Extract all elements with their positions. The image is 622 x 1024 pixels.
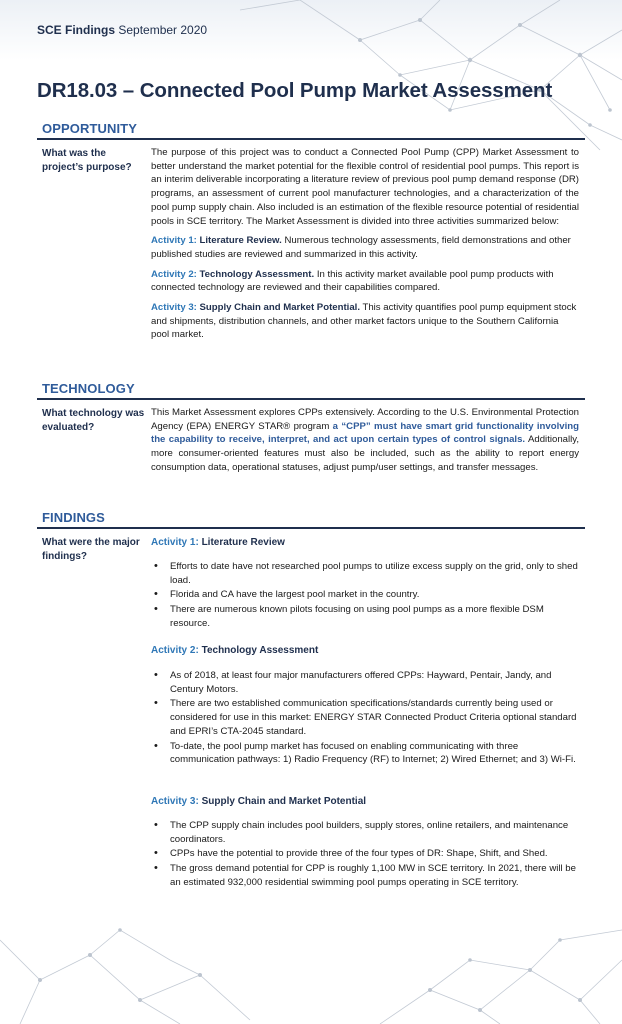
activity-name: Supply Chain and Market Potential. [199,302,360,314]
opportunity-question: What was the project’s purpose? [42,148,132,174]
activity-text: Numerous technology assessments, field demonstrations and other published studies are reviewed and summarized in this activity. [151,235,571,260]
list-item: • Florida and CA have the largest pool market in the country. [151,588,579,602]
opportunity-activity-3 [151,301,579,342]
activity-name: Technology Assessment [201,645,319,656]
network-pattern-decoration-bottom [0,920,622,1024]
activity-number: Activity 2: [151,645,199,656]
activity-number: Activity 2: [151,268,197,280]
list-item: • As of 2018, at least four major manufacturers offered CPPs: Hayward, Pentair, Jandy, and Century Motors. [151,669,579,696]
activity-text: In this activity market available pool pump products with connected technology are reviewed and their capabilities compared. [151,268,554,294]
findings-question: What were the major findings? [42,537,140,563]
activity-name: Supply Chain and Market Potential [201,796,367,807]
list-item: • Efforts to date have not researched pool pumps to utilize excess supply on the grid, only to shed load. [151,560,579,587]
technology-heading: TECHNOLOGY [42,381,135,396]
activity-number: Activity 3: [151,796,199,807]
opportunity-body [151,146,579,348]
page-title: DR18.03 – Connected Pool Pump Market Assessment [37,79,553,102]
header-date: September 2020 [118,23,208,37]
header-org: SCE Findings [37,23,115,37]
section-divider [37,527,585,529]
list-item: • The gross demand potential for CPP is roughly 1,100 MW in SCE territory. In 2021, there will be an estimated 932,000 residential swimming pool pumps operating in SCE territory. [151,862,579,889]
activity-name: Literature Review [201,537,285,548]
list-item: • To-date, the pool pump market has focused on enabling communicating with three communication pathways: 1) Radio Frequency (RF) to Internet; 2) Wired Ethernet; and 3) Wi-Fi. [151,740,579,767]
activity-name: Literature Review. [199,235,282,247]
activity-number: Activity 3: [151,302,197,314]
findings-activity-2-list [151,669,579,768]
opportunity-activity-2 [151,268,579,295]
technology-text-after: Additionally, more consumer-oriented features must also be included, such as the ability to report energy consumption data, operational statuses, adjust pump/user settings, and transfer messages. [151,434,580,473]
document-header [37,23,207,37]
section-divider [37,138,585,140]
technology-highlight: a “CPP” must have smart grid functionality involving the capability to receive, interpret, and act upon certain types of control signals. [151,420,579,446]
findings-activity-1-title [151,537,285,548]
technology-question: What technology was evaluated? [42,408,145,434]
section-divider [37,398,585,400]
activity-number: Activity 1: [151,537,199,548]
opportunity-intro: The purpose of this project was to conduct a Connected Pool Pump (CPP) Market Assessment to better understand the market potential for the flexible control of residential pool pumps. This report is an interim deliverable incorporating a literature review of previous pool pump demand response (DR) programs, an assessment of current pool manufacturer technologies, and a characterization of the pool pump supply chain. Also included is an estimation of the flexible resource potential of residential pools in SCE territory. The Market Assessment is divided into three activities summarized below: [151,147,579,227]
findings-heading: FINDINGS [42,510,105,525]
technology-text-before: This Market Assessment explores CPPs extensively. According to the U.S. Environmental Protection Agency (EPA) ENERGY STAR® program [151,407,579,432]
activity-number: Activity 1: [151,235,197,247]
findings-activity-2-title [151,645,318,656]
list-item: • The CPP supply chain includes pool builders, supply stores, online retailers, and maintenance coordinators. [151,819,579,846]
opportunity-activity-1 [151,234,579,261]
findings-activity-3-list [151,819,579,891]
opportunity-heading: OPPORTUNITY [42,121,137,136]
findings-activity-1-list [151,560,579,632]
list-item: • There are numerous known pilots focusing on using pool pumps as a more flexible DSM resource. [151,603,579,630]
findings-activity-3-title [151,796,366,807]
activity-name: Technology Assessment. [199,268,315,280]
activity-text: This activity quantifies pool pump equipment stock and shipments, distribution channels, and other market factors unique to the Southern California pool market. [151,302,577,341]
list-item: • There are two established communication specifications/standards currently being used or considered for use in this market: ENERGY STAR Connected Product Criteria optional standard and EPRI’s CTA-2045 standard. [151,697,579,738]
list-item: • CPPs have the potential to provide three of the four types of DR: Shape, Shift, and Shed. [151,847,579,861]
technology-body [151,406,579,475]
